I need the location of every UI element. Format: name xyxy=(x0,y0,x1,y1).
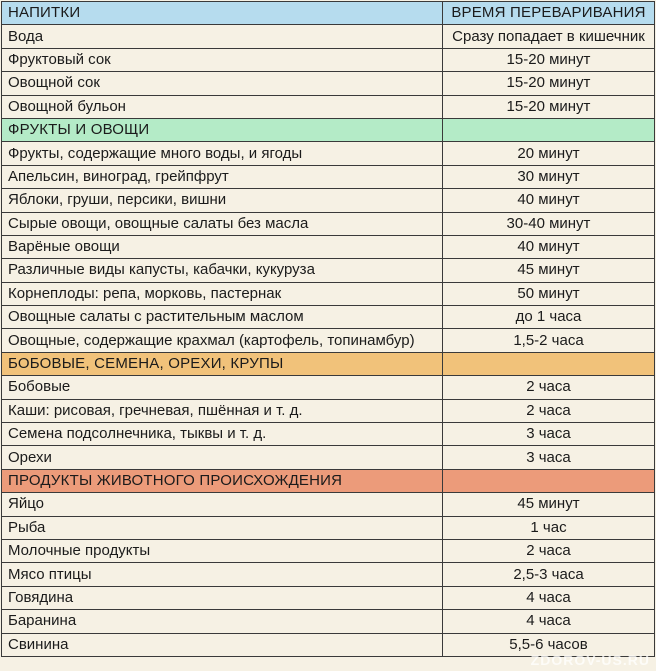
section-header-row xyxy=(2,118,655,141)
digestion-time-cell: Сразу попадает в кишечник xyxy=(443,25,655,48)
table-row xyxy=(2,165,655,188)
section-header-value: ВРЕМЯ ПЕРЕВАРИВАНИЯ xyxy=(443,2,655,25)
digestion-time-cell: 1 час xyxy=(443,516,655,539)
digestion-time-table xyxy=(1,1,655,657)
section-header-row xyxy=(2,352,655,375)
digestion-time-cell: 15-20 минут xyxy=(443,95,655,118)
table-row xyxy=(2,142,655,165)
table-body xyxy=(2,2,655,657)
food-name-cell: Орехи xyxy=(2,446,443,469)
food-name-cell: Овощной сок xyxy=(2,72,443,95)
table-row xyxy=(2,259,655,282)
table-row xyxy=(2,446,655,469)
food-name-cell: Рыба xyxy=(2,516,443,539)
table-row xyxy=(2,212,655,235)
table-row xyxy=(2,329,655,352)
food-name-cell: Говядина xyxy=(2,586,443,609)
food-name-cell: Сырые овощи, овощные салаты без масла xyxy=(2,212,443,235)
food-name-cell: Овощные, содержащие крахмал (картофель, топинамбур) xyxy=(2,329,443,352)
food-name-cell: Апельсин, виноград, грейпфрут xyxy=(2,165,443,188)
digestion-time-cell: 4 часа xyxy=(443,586,655,609)
digestion-time-cell: 15-20 минут xyxy=(443,72,655,95)
food-name-cell: Яблоки, груши, персики, вишни xyxy=(2,189,443,212)
table-row xyxy=(2,72,655,95)
table-row xyxy=(2,235,655,258)
digestion-time-cell: 45 минут xyxy=(443,259,655,282)
digestion-time-cell: 40 минут xyxy=(443,189,655,212)
table-row xyxy=(2,423,655,446)
food-name-cell: Каши: рисовая, гречневая, пшённая и т. д. xyxy=(2,399,443,422)
food-name-cell: Фруктовый сок xyxy=(2,48,443,71)
food-name-cell: Фрукты, содержащие много воды, и ягоды xyxy=(2,142,443,165)
section-header-value xyxy=(443,352,655,375)
food-name-cell: Мясо птицы xyxy=(2,563,443,586)
digestion-time-cell: 20 минут xyxy=(443,142,655,165)
food-name-cell: Различные виды капусты, кабачки, кукуруза xyxy=(2,259,443,282)
section-title: БОБОВЫЕ, СЕМЕНА, ОРЕХИ, КРУПЫ xyxy=(2,352,443,375)
table-row xyxy=(2,25,655,48)
table-row xyxy=(2,610,655,633)
food-name-cell: Овощные салаты с растительным маслом xyxy=(2,306,443,329)
section-title: ФРУКТЫ И ОВОЩИ xyxy=(2,118,443,141)
table-row xyxy=(2,48,655,71)
food-name-cell: Молочные продукты xyxy=(2,539,443,562)
table-row xyxy=(2,306,655,329)
watermark: ZDOROV-US.RU xyxy=(530,652,650,668)
section-header-value xyxy=(443,469,655,492)
digestion-time-cell: 3 часа xyxy=(443,446,655,469)
table-row xyxy=(2,376,655,399)
food-name-cell: Бобовые xyxy=(2,376,443,399)
digestion-time-cell: 30 минут xyxy=(443,165,655,188)
table-row xyxy=(2,563,655,586)
food-name-cell: Яйцо xyxy=(2,493,443,516)
table-row xyxy=(2,516,655,539)
food-name-cell: Корнеплоды: репа, морковь, пастернак xyxy=(2,282,443,305)
digestion-time-cell: 30-40 минут xyxy=(443,212,655,235)
table-row xyxy=(2,95,655,118)
food-name-cell: Вода xyxy=(2,25,443,48)
digestion-time-cell: 2 часа xyxy=(443,539,655,562)
section-header-row xyxy=(2,2,655,25)
food-name-cell: Баранина xyxy=(2,610,443,633)
digestion-time-cell: 1,5-2 часа xyxy=(443,329,655,352)
digestion-time-cell: 40 минут xyxy=(443,235,655,258)
section-header-value xyxy=(443,118,655,141)
section-header-row xyxy=(2,469,655,492)
food-name-cell: Свинина xyxy=(2,633,443,656)
table-row xyxy=(2,189,655,212)
food-name-cell: Овощной бульон xyxy=(2,95,443,118)
table-row xyxy=(2,586,655,609)
food-name-cell: Варёные овощи xyxy=(2,235,443,258)
digestion-time-cell: 3 часа xyxy=(443,423,655,446)
table-row xyxy=(2,539,655,562)
section-title: НАПИТКИ xyxy=(2,2,443,25)
table-row xyxy=(2,399,655,422)
digestion-time-cell: 5,5-6 часов xyxy=(443,633,655,656)
table-row xyxy=(2,493,655,516)
digestion-time-cell: 45 минут xyxy=(443,493,655,516)
digestion-time-cell: 2 часа xyxy=(443,376,655,399)
digestion-time-cell: 4 часа xyxy=(443,610,655,633)
digestion-time-cell: 50 минут xyxy=(443,282,655,305)
table-row xyxy=(2,282,655,305)
food-name-cell: Семена подсолнечника, тыквы и т. д. xyxy=(2,423,443,446)
digestion-time-cell: 2,5-3 часа xyxy=(443,563,655,586)
digestion-time-cell: 2 часа xyxy=(443,399,655,422)
digestion-time-cell: 15-20 минут xyxy=(443,48,655,71)
section-title: ПРОДУКТЫ ЖИВОТНОГО ПРОИСХОЖДЕНИЯ xyxy=(2,469,443,492)
digestion-time-cell: до 1 часа xyxy=(443,306,655,329)
